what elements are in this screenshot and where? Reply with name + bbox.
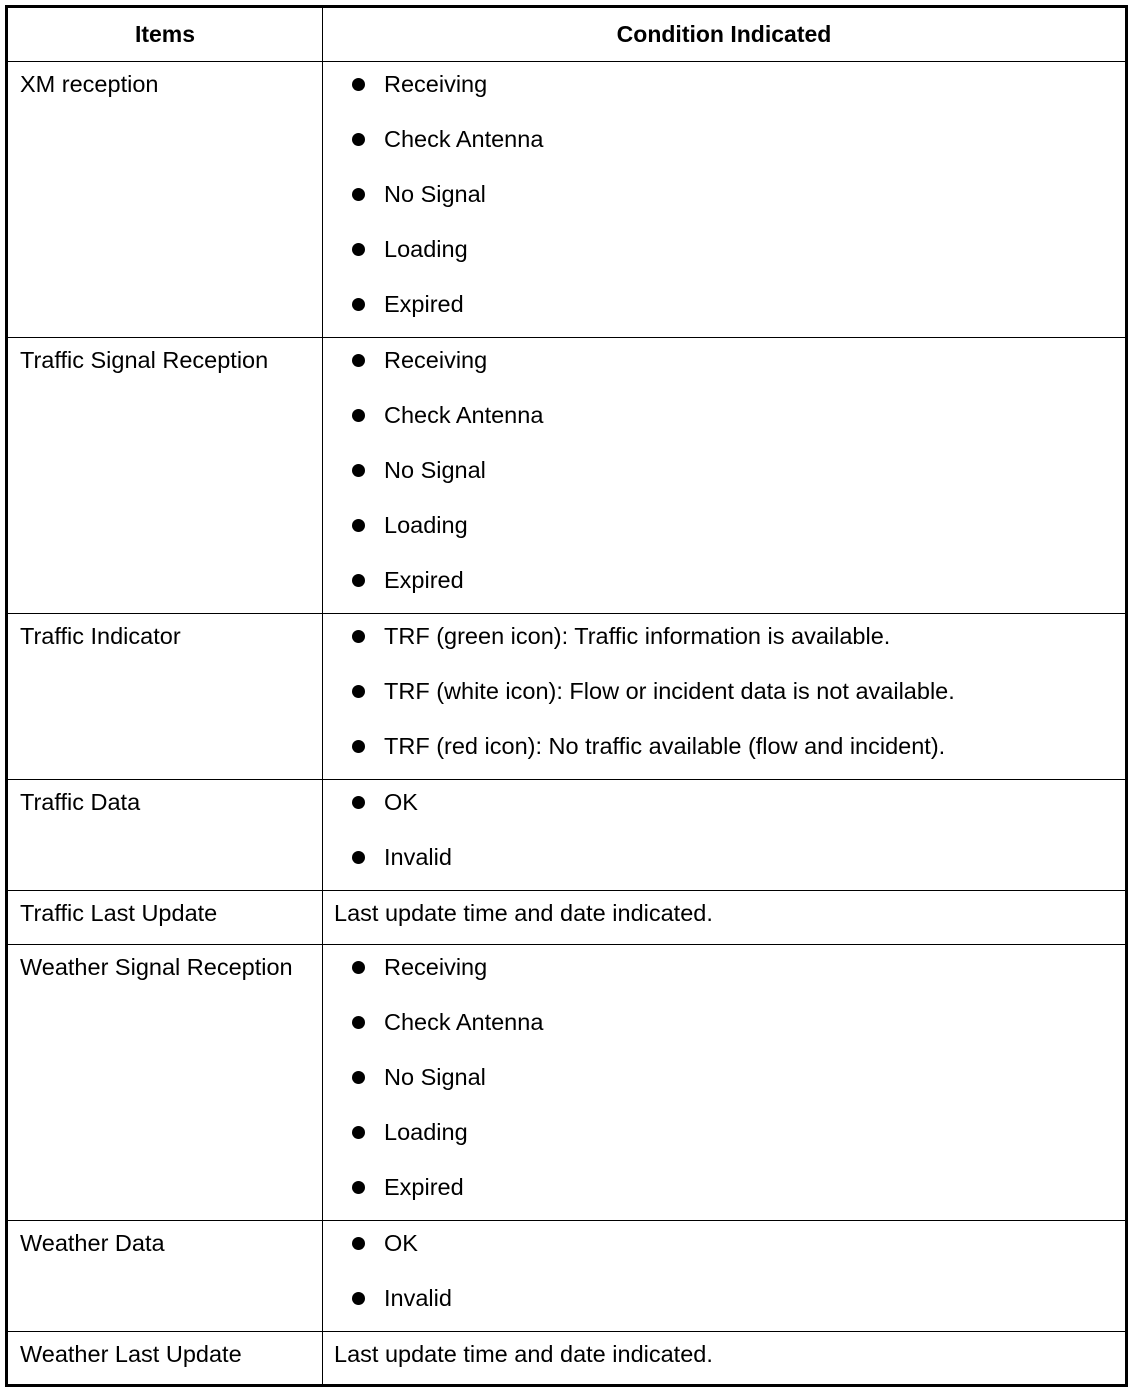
condition-list: [323, 338, 1125, 613]
condition-cell: [323, 945, 1127, 1221]
list-item: [323, 1055, 1125, 1110]
bullet-icon: [352, 409, 365, 422]
table-row-weather-last-update: [7, 1332, 1127, 1386]
table-row-xm-reception: [7, 62, 1127, 338]
table-row-traffic-last-update: [7, 891, 1127, 945]
condition-list: [323, 945, 1125, 1220]
condition-text: TRF (green icon): Traffic information is available.: [384, 623, 891, 649]
bullet-icon: [352, 740, 365, 753]
bullet-icon: [352, 685, 365, 698]
condition-text: OK: [384, 1230, 418, 1256]
list-item: [323, 835, 1125, 890]
condition-text: Expired: [384, 291, 464, 317]
item-label: Traffic Last Update: [7, 891, 323, 945]
list-item: [323, 393, 1125, 448]
list-item: [323, 338, 1125, 393]
bullet-icon: [352, 1237, 365, 1250]
condition-text: OK: [384, 789, 418, 815]
condition-cell: [323, 1332, 1127, 1386]
table-row-traffic-data: [7, 780, 1127, 891]
bullet-icon: [352, 796, 365, 809]
condition-cell: [323, 780, 1127, 891]
list-item: [323, 669, 1125, 724]
list-item: [323, 614, 1125, 669]
list-item: [323, 1221, 1125, 1276]
list-item: [323, 503, 1125, 558]
bullet-icon: [352, 133, 365, 146]
condition-text: Last update time and date indicated.: [334, 900, 713, 926]
bullet-icon: [352, 519, 365, 532]
condition-cell: [323, 614, 1127, 780]
condition-text: Expired: [384, 1174, 464, 1200]
bullet-icon: [352, 961, 365, 974]
list-item: [323, 724, 1125, 779]
list-item: [323, 1000, 1125, 1055]
table-row-traffic-indicator: [7, 614, 1127, 780]
bullet-icon: [352, 354, 365, 367]
condition-text: TRF (red icon): No traffic available (flow and incident).: [384, 733, 946, 759]
condition-text: Loading: [384, 236, 468, 262]
condition-text: Invalid: [384, 1285, 452, 1311]
item-label: Weather Data: [7, 1221, 323, 1332]
list-item: [323, 282, 1125, 337]
condition-cell: [323, 1221, 1127, 1332]
table-row-weather-signal-reception: [7, 945, 1127, 1221]
condition-text: Receiving: [384, 954, 488, 980]
table-row-traffic-signal-reception: [7, 338, 1127, 614]
condition-text: Check Antenna: [384, 402, 544, 428]
condition-text: No Signal: [384, 457, 486, 483]
bullet-icon: [352, 298, 365, 311]
condition-list: [323, 62, 1125, 337]
condition-cell: [323, 338, 1127, 614]
item-label: Traffic Signal Reception: [7, 338, 323, 614]
list-item: [323, 1276, 1125, 1331]
bullet-icon: [352, 1071, 365, 1084]
item-label: Traffic Indicator: [7, 614, 323, 780]
list-item: [323, 227, 1125, 282]
conditions-table: [5, 5, 1128, 1387]
condition-text: Loading: [384, 512, 468, 538]
condition-text: Check Antenna: [384, 1009, 544, 1035]
list-item: [323, 945, 1125, 1000]
condition-text: No Signal: [384, 181, 486, 207]
table-row-weather-data: [7, 1221, 1127, 1332]
bullet-icon: [352, 243, 365, 256]
bullet-icon: [352, 1181, 365, 1194]
condition-text: Expired: [384, 567, 464, 593]
bullet-icon: [352, 1016, 365, 1029]
condition-cell: [323, 62, 1127, 338]
header-items: Items: [7, 7, 323, 62]
list-item: [323, 62, 1125, 117]
bullet-icon: [352, 1292, 365, 1305]
condition-list: [323, 1221, 1125, 1331]
list-item: [323, 172, 1125, 227]
item-label: XM reception: [7, 62, 323, 338]
condition-cell: [323, 891, 1127, 945]
list-item: [323, 117, 1125, 172]
bullet-icon: [352, 188, 365, 201]
condition-text: Loading: [384, 1119, 468, 1145]
condition-text: Receiving: [384, 71, 488, 97]
list-item: [323, 448, 1125, 503]
bullet-icon: [352, 574, 365, 587]
header-row: [7, 7, 1127, 62]
condition-list: [323, 780, 1125, 890]
condition-text: Check Antenna: [384, 126, 544, 152]
condition-text: No Signal: [384, 1064, 486, 1090]
list-item: [323, 1110, 1125, 1165]
condition-text: Receiving: [384, 347, 488, 373]
condition-text: TRF (white icon): Flow or incident data is not available.: [384, 678, 955, 704]
item-label: Weather Last Update: [7, 1332, 323, 1386]
bullet-icon: [352, 630, 365, 643]
bullet-icon: [352, 464, 365, 477]
bullet-icon: [352, 78, 365, 91]
condition-list: [323, 614, 1125, 779]
condition-text: Last update time and date indicated.: [334, 1341, 713, 1367]
item-label: Weather Signal Reception: [7, 945, 323, 1221]
item-label: Traffic Data: [7, 780, 323, 891]
list-item: [323, 780, 1125, 835]
condition-text: Invalid: [384, 844, 452, 870]
bullet-icon: [352, 1126, 365, 1139]
bullet-icon: [352, 851, 365, 864]
list-item: [323, 558, 1125, 613]
list-item: [323, 1165, 1125, 1220]
header-condition: Condition Indicated: [323, 7, 1127, 62]
